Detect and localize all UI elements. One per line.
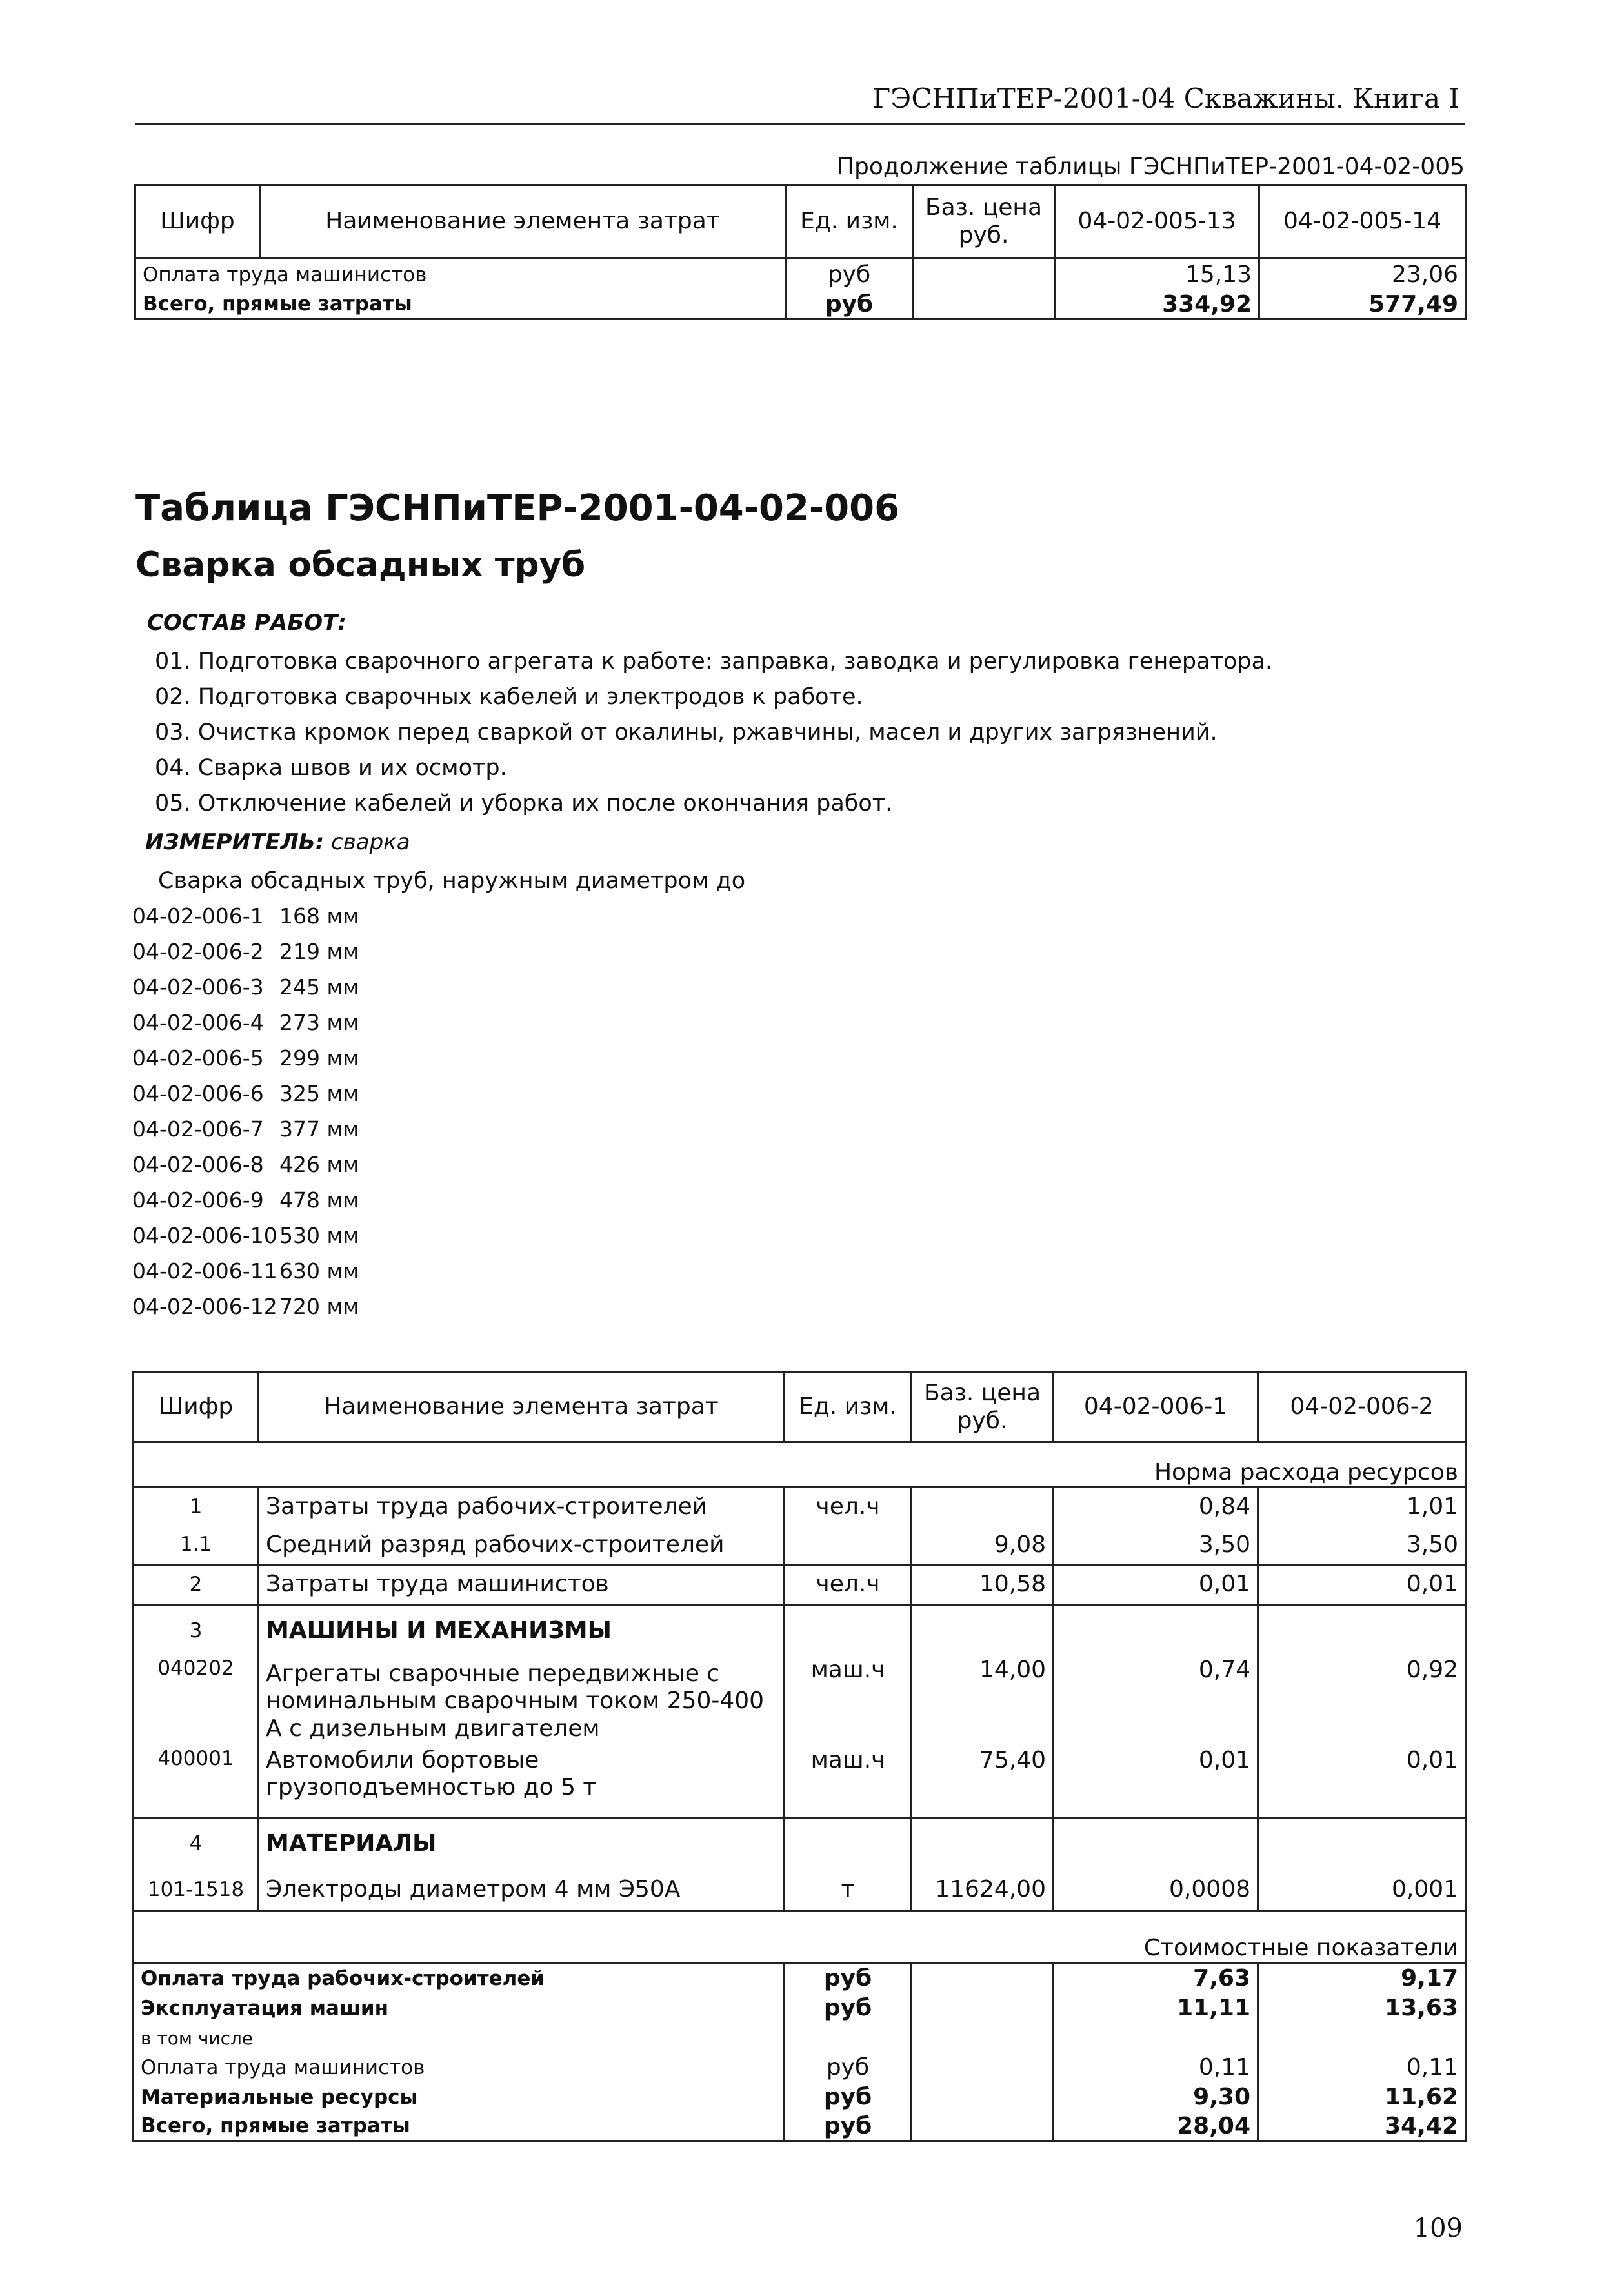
row-unit [785,1818,912,1870]
cost-name: Оплата труда рабочих-строителей [134,1963,785,1994]
page-header-title: ГЭСНПиТЕР-2001-04 Скважины. Книга I [872,83,1459,114]
cost-v1: 0,11 [1054,2053,1258,2083]
row-code: 3 [134,1605,259,1657]
variant-size: 630 мм [279,1258,359,1284]
row-name: Оплата труда машинистов [135,259,786,291]
cost-v1: 9,30 [1054,2083,1258,2113]
row-v2: 0,01 [1258,1747,1466,1818]
variant-code: 04-02-006-2 [132,939,264,964]
cost-unit [785,2024,912,2053]
page-header [135,77,1465,125]
cost-v1 [1054,2024,1258,2053]
cost-v2: 11,62 [1258,2083,1466,2113]
cost-unit: руб [785,1994,912,2024]
measure-line [145,829,410,855]
main-table [132,1371,1467,2142]
section-norms: Норма расхода ресурсов [134,1442,1466,1488]
col-code: Шифр [134,1373,259,1442]
table-row [134,1818,1466,1870]
variant-row [132,1081,359,1116]
row-v1 [1054,1605,1258,1657]
row-v1: 0,84 [1054,1488,1258,1526]
variant-code: 04-02-006-8 [132,1152,264,1177]
variant-size: 426 мм [279,1152,359,1177]
variant-code: 04-02-006-9 [132,1187,264,1213]
col-v2: 04-02-005-14 [1259,185,1466,259]
col-code: Шифр [135,185,260,259]
cost-price [912,2083,1054,2113]
col-name: Наименование элемента затрат [260,185,786,259]
row-unit: т [785,1870,912,1912]
col-unit: Ед. изм. [785,1373,912,1442]
row-unit: чел.ч [785,1565,912,1605]
variant-size: 273 мм [279,1010,359,1035]
row-v1: 0,0008 [1054,1870,1258,1912]
cost-v2: 9,17 [1258,1963,1466,1994]
section-costs: Стоимостные показатели [134,1912,1466,1963]
variant-size: 299 мм [279,1045,359,1071]
table-continuation-caption: Продолжение таблицы ГЭСНПиТЕР-2001-04-02-005 [836,154,1465,180]
variant-size: 478 мм [279,1187,359,1213]
row-price [912,1818,1054,1870]
variant-row [132,1116,359,1152]
table-row [134,1994,1466,2024]
variant-row [132,1010,359,1045]
row-v2: 1,01 [1258,1488,1466,1526]
variant-code: 04-02-006-12 [132,1294,277,1319]
work-item: 05. Отключение кабелей и уборка их после окончания работ. [155,791,893,816]
variant-row [132,1223,359,1258]
cost-price [912,2024,1054,2053]
section-costs-row [134,1912,1466,1963]
row-unit: руб [786,291,913,319]
diameter-heading: Сварка обсадных труб, наружным диаметром до [158,868,746,894]
cost-name: Всего, прямые затраты [134,2113,785,2141]
table-row [134,1488,1466,1526]
row-name: МАШИНЫ И МЕХАНИЗМЫ [259,1605,785,1657]
row-name: Всего, прямые затраты [135,291,786,319]
row-v2: 23,06 [1259,259,1466,291]
work-item: 03. Очистка кромок перед сваркой от окалины, ржавчины, масел и других загрязнений. [155,720,1218,745]
variant-row [132,1187,359,1223]
variant-row [132,939,359,974]
section-norms-row [134,1442,1466,1488]
measure-label: ИЗМЕРИТЕЛЬ: [145,829,325,855]
cost-name: Материальные ресурсы [134,2083,785,2113]
table-row [134,1657,1466,1747]
work-list [155,649,1272,826]
row-v1: 0,01 [1054,1747,1258,1818]
table-row [134,1963,1466,1994]
row-price [912,1605,1054,1657]
cost-v1: 28,04 [1054,2113,1258,2141]
cost-price [912,2113,1054,2141]
col-v1: 04-02-006-1 [1054,1373,1258,1442]
variant-size: 530 мм [279,1223,359,1248]
cost-name: Оплата труда машинистов [134,2053,785,2083]
variant-code: 04-02-006-11 [132,1258,277,1284]
row-v1 [1054,1818,1258,1870]
cost-name: Эксплуатация машин [134,1994,785,2024]
row-name: Затраты труда рабочих-строителей [259,1488,785,1526]
cost-v2: 13,63 [1258,1994,1466,2024]
variant-row [132,1294,359,1329]
row-v1: 0,74 [1054,1657,1258,1747]
col-v2: 04-02-006-2 [1258,1373,1466,1442]
cost-v1: 11,11 [1054,1994,1258,2024]
col-v1: 04-02-005-13 [1055,185,1259,259]
variant-code: 04-02-006-5 [132,1045,264,1071]
variant-code: 04-02-006-4 [132,1010,264,1035]
variant-size: 245 мм [279,974,359,1000]
work-item: 02. Подготовка сварочных кабелей и электродов к работе. [155,684,863,710]
row-code: 4 [134,1818,259,1870]
cost-unit: руб [785,1963,912,1994]
row-price [913,291,1055,319]
row-name: Средний разряд рабочих-строителей [259,1526,785,1565]
row-name: Электроды диаметром 4 мм Э50А [259,1870,785,1912]
row-code: 1 [134,1488,259,1526]
row-price: 11624,00 [912,1870,1054,1912]
row-name: Затраты труда машинистов [259,1565,785,1605]
col-name: Наименование элемента затрат [259,1373,785,1442]
variant-row [132,974,359,1010]
variant-row [132,1258,359,1294]
cost-price [912,2053,1054,2083]
row-v2 [1258,1818,1466,1870]
row-price: 75,40 [912,1747,1054,1818]
page-number: 109 [1413,2214,1463,2243]
row-price [913,259,1055,291]
row-code: 040202 [134,1657,259,1747]
table-row [135,291,1466,319]
row-code: 2 [134,1565,259,1605]
row-unit [785,1526,912,1565]
table-row [134,2024,1466,2053]
col-price: Баз. цена руб. [913,185,1055,259]
table-row [135,259,1466,291]
table-row [134,1605,1466,1657]
row-price [912,1488,1054,1526]
col-unit: Ед. изм. [786,185,913,259]
table-subtitle: Сварка обсадных труб [135,545,586,585]
cost-unit: руб [785,2053,912,2083]
row-v2 [1258,1605,1466,1657]
table-row [134,1565,1466,1605]
variant-size: 377 мм [279,1116,359,1142]
row-v1: 334,92 [1055,291,1259,319]
col-price: Баз. цена руб. [912,1373,1054,1442]
cost-v2: 34,42 [1258,2113,1466,2141]
row-price: 10,58 [912,1565,1054,1605]
work-item: 04. Сварка швов и их осмотр. [155,755,507,781]
measure-value: сварка [331,829,410,855]
cost-v2 [1258,2024,1466,2053]
table-row [134,2083,1466,2113]
cost-price [912,1994,1054,2024]
variant-code: 04-02-006-6 [132,1081,264,1106]
row-price: 9,08 [912,1526,1054,1565]
variant-row [132,1045,359,1081]
variant-row [132,1152,359,1187]
row-unit: маш.ч [785,1657,912,1747]
cost-unit: руб [785,2083,912,2113]
variant-size: 219 мм [279,939,359,964]
row-v2: 0,01 [1258,1565,1466,1605]
row-v2: 0,92 [1258,1657,1466,1747]
row-unit: чел.ч [785,1488,912,1526]
cost-unit: руб [785,2113,912,2141]
row-v2: 0,001 [1258,1870,1466,1912]
row-price: 14,00 [912,1657,1054,1747]
top-table [134,184,1467,320]
variant-size: 168 мм [279,903,359,929]
cost-name: в том числе [134,2024,785,2053]
cost-price [912,1963,1054,1994]
row-name: МАТЕРИАЛЫ [259,1818,785,1870]
table-row [134,2053,1466,2083]
main-table-header [134,1373,1466,1442]
work-item: 01. Подготовка сварочного агрегата к работе: заправка, заводка и регулировка генератора. [155,649,1273,674]
variant-size: 325 мм [279,1081,359,1106]
row-name: Автомобили бортовые грузоподъемностью до 5 т [259,1747,785,1818]
row-code: 400001 [134,1747,259,1818]
row-unit: маш.ч [785,1747,912,1818]
row-v2: 577,49 [1259,291,1466,319]
row-code: 1.1 [134,1526,259,1565]
variant-code: 04-02-006-3 [132,974,264,1000]
variant-code: 04-02-006-1 [132,903,264,929]
variant-list [132,903,359,1329]
row-v2: 3,50 [1258,1526,1466,1565]
variant-size: 720 мм [279,1294,359,1319]
cost-v2: 0,11 [1258,2053,1466,2083]
variant-code: 04-02-006-7 [132,1116,264,1142]
table-row [134,1870,1466,1912]
table-title: Таблица ГЭСНПиТЕР-2001-04-02-006 [135,487,900,529]
top-table-header [135,185,1466,259]
row-v1: 0,01 [1054,1565,1258,1605]
row-unit [785,1605,912,1657]
table-row [134,1747,1466,1818]
row-name: Агрегаты сварочные передвижные с номинальным сварочным током 250-400 А с дизельным двигателем [259,1657,785,1747]
work-heading: СОСТАВ РАБОТ: [147,610,346,636]
row-unit: руб [786,259,913,291]
row-v1: 3,50 [1054,1526,1258,1565]
variant-row [132,903,359,939]
row-v1: 15,13 [1055,259,1259,291]
row-code: 101-1518 [134,1870,259,1912]
table-row [134,1526,1466,1565]
variant-code: 04-02-006-10 [132,1223,277,1248]
table-row [134,2113,1466,2141]
cost-v1: 7,63 [1054,1963,1258,1994]
